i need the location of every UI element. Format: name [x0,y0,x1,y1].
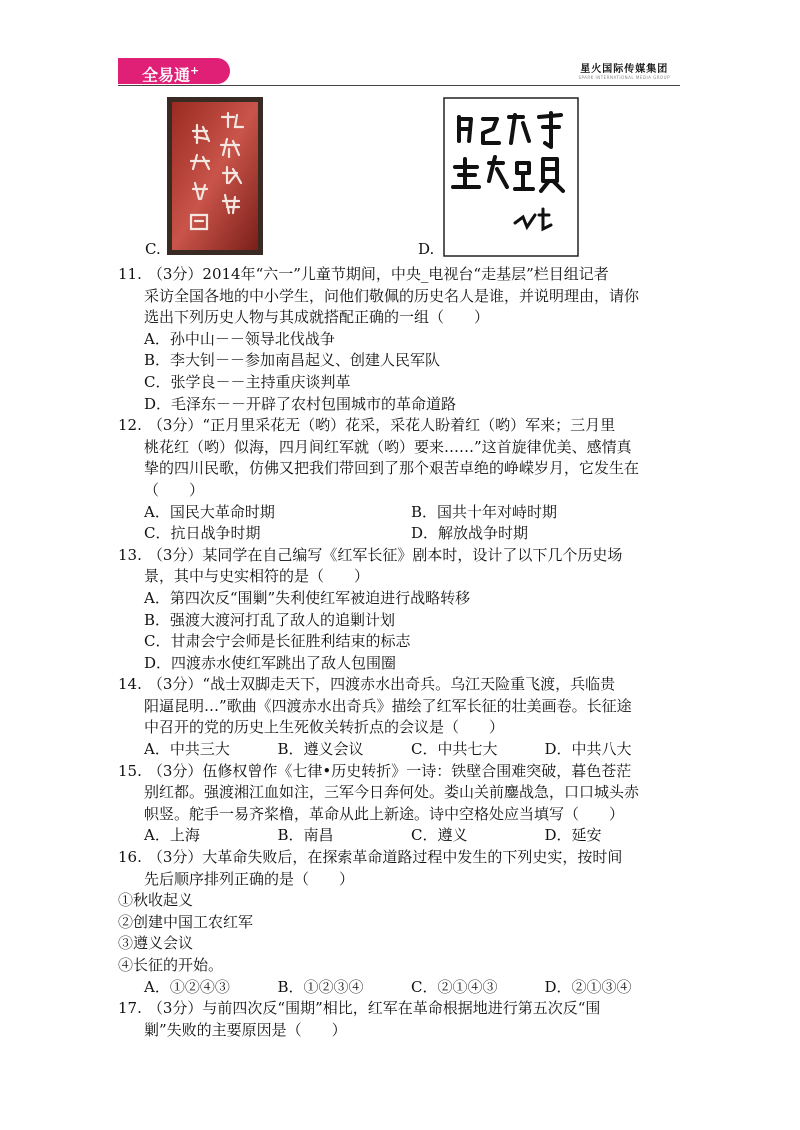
brand-subtitle: SPARK INTERNATIONAL MEDIA GROUP [578,75,670,80]
question-text: 帜竖。舵手一易齐桨橹，革命从此上新途。诗中空格处应当填写（ ） [144,804,625,823]
option-d[interactable]: D．解放战争时期 [411,524,529,543]
question-text: （3分）某同学在自己编写《红军长征》剧本时，设计了以下几个历史场 [147,545,623,564]
list-item: ②创建中国工农红军 [118,912,254,931]
question-list [118,264,678,1041]
question-12 [118,415,678,545]
option-d-label: D. [418,240,435,258]
question-number: 17. [118,999,142,1018]
option-row [118,977,678,999]
option-c[interactable]: C．中共七大 [411,740,498,759]
option-c[interactable]: C．甘肃会宁会师是长征胜利结束的标志 [144,632,411,651]
calligraphy-image-d [443,97,579,257]
option-row [118,502,678,524]
list-item: ④长征的开始。 [118,956,224,974]
question-15 [118,761,678,847]
page-header [118,58,680,88]
question-text: （3分）2014年“六一”儿童节期间，中央_电视台“走基层”栏目组记者 [147,265,609,283]
question-text: 桃花红（哟）似海，四月间红军就（哟）要来……”这首旋律优美、感情真 [144,437,632,456]
option-d[interactable]: D．②①③④ [544,977,632,996]
option-d[interactable]: D．毛泽东－－开辟了农村包围城市的革命道路 [144,394,457,413]
question-14 [118,674,678,760]
question-text: （3分）“战士双脚走天下，四渡赤水出奇兵。乌江天险重飞渡，兵临贵 [147,675,616,694]
question-number: 12. [118,416,142,435]
brand-name: 星火国际传媒集团 [580,64,669,75]
option-row [118,825,678,847]
logo-text: 全易通 [142,65,191,85]
question-text: 景，其中与史实相符的是（ ） [144,567,370,586]
question-text: 阳逼昆明…”歌曲《四渡赤水出奇兵》描绘了红军长征的壮美画卷。长征途 [144,696,632,715]
brand-logo [118,58,230,84]
question-text: 中召开的党的历史上生死攸关转折点的会议是（ ） [144,718,505,737]
question-text: （3分）与前四次反“围期”相比，红军在革命根据地进行第五次反“围 [147,999,601,1018]
question-text: （ ） [144,480,205,499]
option-a[interactable]: A．中共三大 [144,740,230,759]
question-text: （3分）伍修权曾作《七律•历史转折》一诗：铁壁合围难突破，暮色苍茫 [147,761,632,780]
option-row [118,739,678,761]
question-number: 13. [118,545,142,564]
question-13 [118,545,678,675]
option-d[interactable]: D．延安 [544,826,602,845]
question-text: （3分）大革命失败后，在探索革命道路过程中发生的下列史实，按时间 [147,848,623,867]
option-c-label: C. [145,240,161,258]
option-a[interactable]: A．①②④③ [144,977,230,996]
question-text: 选出下列历史人物与其成就搭配正确的一组（ ） [144,308,490,327]
option-c[interactable]: C．张学良－－主持重庆谈判革 [144,372,351,391]
header-divider [118,85,680,86]
question-17 [118,998,678,1041]
option-c[interactable]: C．②①④③ [411,977,498,996]
question-number: 15. [118,761,142,780]
option-d[interactable]: D．中共八大 [544,740,632,759]
question-number: 14. [118,675,142,694]
list-item: ①秋收起义 [118,891,194,910]
option-b[interactable]: B．①②③④ [277,977,364,996]
publisher-brand [578,60,670,80]
option-b[interactable]: B．李大钊－－参加南昌起义、创建人民军队 [144,351,441,370]
option-row [118,523,678,545]
option-b[interactable]: B．遵义会议 [277,740,364,759]
question-text: （3分）“正月里采花无（哟）花采，采花人盼着红（哟）军来；三月里 [147,416,616,435]
option-c[interactable]: C．遵义 [411,826,468,845]
option-c[interactable]: C．抗日战争时期 [144,524,261,543]
question-text: 采访全国各地的中小学生，问他们敬佩的历史名人是谁，并说明理由，请你 [144,286,640,305]
option-b[interactable]: B．南昌 [277,826,334,845]
question-16 [118,847,678,998]
question-text: 剿”失败的主要原因是（ ） [144,1020,347,1039]
calligraphy-image-c [167,97,263,255]
option-d[interactable]: D．四渡赤水使红军跳出了敌人包围圈 [144,653,397,672]
question-text: 先后顺序排列正确的是（ ） [144,869,355,888]
question-11 [118,264,678,415]
question-number: 16. [118,848,142,867]
option-a[interactable]: A．第四次反“围剿”失利使红军被迫进行战略转移 [144,588,471,607]
logo-plus: + [190,64,200,77]
option-a[interactable]: A．孙中山－－领导北伐战争 [144,329,335,348]
question-number: 11. [118,265,142,283]
option-a[interactable]: A．上海 [144,826,200,845]
question-text: 挚的四川民歌，仿佛又把我们带回到了那个艰苦卓绝的峥嵘岁月，它发生在 [144,459,640,478]
option-b[interactable]: B．强渡大渡河打乱了敌人的追剿计划 [144,610,396,629]
option-a[interactable]: A．国民大革命时期 [144,502,275,521]
question-text: 别红都。强渡湘江血如注，三军今日奔何处。娄山关前鏖战急，口口城头赤 [144,783,640,802]
option-b[interactable]: B．国共十年对峙时期 [411,502,558,521]
list-item: ③遵义会议 [118,934,194,953]
